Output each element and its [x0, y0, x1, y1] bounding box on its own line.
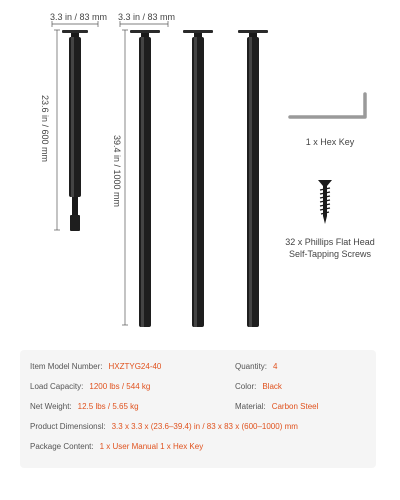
tall-leg-3 [238, 30, 268, 327]
net-weight-value: 12.5 lbs / 5.65 kg [77, 402, 139, 411]
spec-material [235, 402, 318, 411]
material-label: Material: [235, 402, 266, 411]
long-leg-height-label: 39.4 in / 1000 mm [112, 135, 122, 208]
long-leg-width-label: 3.3 in / 83 mm [118, 12, 176, 22]
spec-product-dimensions [30, 422, 298, 431]
color-label: Color: [235, 382, 257, 391]
tall-leg-1 [130, 30, 160, 327]
spec-load-capacity [30, 382, 150, 391]
width-dimension-lines [52, 21, 168, 27]
quantity-label: Quantity: [235, 362, 268, 371]
net-weight-label: Net Weight: [30, 402, 72, 411]
material-value: Carbon Steel [271, 402, 319, 411]
color-value: Black [262, 382, 282, 391]
spec-net-weight [30, 402, 139, 411]
spec-model [30, 362, 161, 371]
screws-label-line2: Self-Tapping Screws [288, 249, 372, 260]
product-dimensions-value: 3.3 x 3.3 x (23.6–39.4) in / 83 x 83 x (600–1000) mm [111, 422, 298, 431]
tall-leg-2 [183, 30, 213, 327]
model-label: Item Model Number: [30, 362, 103, 371]
spec-panel [20, 350, 376, 468]
short-leg-height-label: 23.6 in / 600 mm [40, 95, 50, 163]
spec-color [235, 382, 282, 391]
screws-label-line1: 32 x Phillips Flat Head [285, 237, 375, 247]
model-value: HXZTYG24-40 [108, 362, 162, 371]
hex-key-caption [280, 136, 380, 148]
short-leg-width-label: 3.3 in / 83 mm [50, 12, 108, 22]
package-content-label: Package Content: [30, 442, 94, 451]
load-capacity-label: Load Capacity: [30, 382, 84, 391]
package-content-value: 1 x User Manual 1 x Hex Key [99, 442, 204, 451]
load-capacity-value: 1200 lbs / 544 kg [89, 382, 151, 391]
screw-icon [318, 180, 332, 224]
spec-quantity [235, 362, 277, 371]
product-dimensions-label: Product Dimensionsl: [30, 422, 106, 431]
spec-package-content [30, 442, 203, 451]
height-dimension-lines [54, 30, 128, 325]
screws-caption [270, 236, 390, 260]
hex-key-label: 1 x Hex Key [305, 137, 355, 147]
hex-key-icon [290, 94, 365, 117]
quantity-value: 4 [273, 362, 278, 371]
short-leg [62, 30, 88, 231]
